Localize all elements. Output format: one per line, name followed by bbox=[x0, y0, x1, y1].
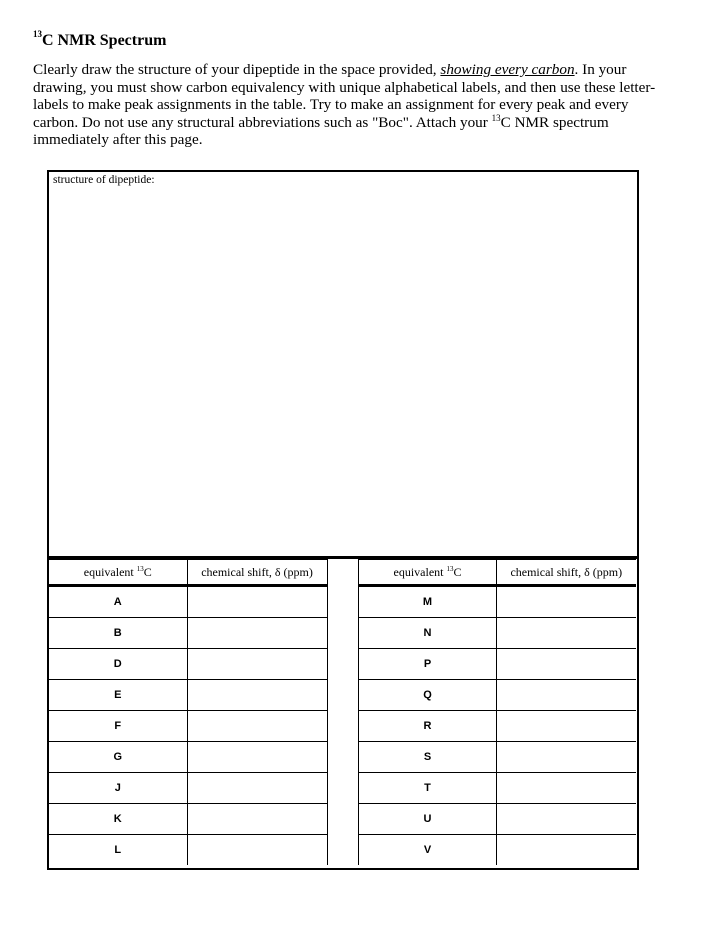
carbon-label-cell: V bbox=[359, 835, 497, 866]
table-row bbox=[359, 649, 636, 680]
chemical-shift-cell[interactable] bbox=[497, 835, 636, 866]
table-row bbox=[359, 586, 636, 618]
assignment-table-left bbox=[49, 559, 328, 865]
chemical-shift-cell[interactable] bbox=[187, 586, 327, 618]
header-equivalent-carbon: equivalent $^{13}$C bbox=[359, 560, 497, 586]
chemical-shift-cell[interactable] bbox=[497, 649, 636, 680]
table-row bbox=[49, 680, 327, 711]
header-chemical-shift: chemical shift, δ (ppm) bbox=[497, 560, 636, 586]
structure-drawing-area[interactable] bbox=[49, 172, 637, 555]
carbon-label-cell: M bbox=[359, 586, 497, 618]
table-row bbox=[49, 586, 327, 618]
structure-box-label: structure of dipeptide: bbox=[53, 174, 155, 186]
table-row bbox=[49, 804, 327, 835]
chemical-shift-cell[interactable] bbox=[187, 680, 327, 711]
assignment-table-right bbox=[358, 559, 636, 865]
instructions-part2: . In your drawing, you must show carbon equivalency with unique alphabetical labels, and then use these letter-labels to make peak assignments in the table. Try to make an assignment for every peak and every carbon. Do not use any structural abbreviations such as "Boc". Attach your bbox=[33, 61, 656, 131]
chemical-shift-cell[interactable] bbox=[187, 835, 327, 866]
carbon-label-cell: E bbox=[49, 680, 187, 711]
table-row bbox=[359, 773, 636, 804]
carbon-label-cell: G bbox=[49, 742, 187, 773]
carbon-label-cell: N bbox=[359, 618, 497, 649]
answer-box bbox=[47, 170, 639, 870]
chemical-shift-cell[interactable] bbox=[497, 773, 636, 804]
carbon-label-cell: B bbox=[49, 618, 187, 649]
chemical-shift-cell[interactable] bbox=[497, 586, 636, 618]
table-row bbox=[49, 711, 327, 742]
heading-title: C NMR Spectrum bbox=[42, 32, 167, 49]
table-row bbox=[49, 742, 327, 773]
table-header-row bbox=[49, 560, 327, 586]
table-row bbox=[359, 680, 636, 711]
chemical-shift-cell[interactable] bbox=[497, 742, 636, 773]
chemical-shift-cell[interactable] bbox=[187, 649, 327, 680]
chemical-shift-cell[interactable] bbox=[187, 618, 327, 649]
carbon-label-cell: K bbox=[49, 804, 187, 835]
table-row bbox=[359, 711, 636, 742]
chemical-shift-cell[interactable] bbox=[187, 804, 327, 835]
table-gap bbox=[330, 559, 358, 868]
carbon-label-cell: A bbox=[49, 586, 187, 618]
chemical-shift-cell[interactable] bbox=[187, 711, 327, 742]
table-row bbox=[49, 618, 327, 649]
header-equivalent-carbon: equivalent $^{13}$C bbox=[49, 560, 187, 586]
heading-superscript: 13 bbox=[33, 28, 42, 39]
carbon-label-cell: J bbox=[49, 773, 187, 804]
chemical-shift-cell[interactable] bbox=[187, 773, 327, 804]
table-row bbox=[359, 742, 636, 773]
table-row bbox=[49, 773, 327, 804]
instructions-paragraph bbox=[33, 61, 663, 149]
carbon-label-cell: U bbox=[359, 804, 497, 835]
table-row bbox=[359, 835, 636, 866]
table-row bbox=[359, 618, 636, 649]
chemical-shift-cell[interactable] bbox=[497, 680, 636, 711]
table-header-row bbox=[359, 560, 636, 586]
carbon-label-cell: F bbox=[49, 711, 187, 742]
table-row bbox=[359, 804, 636, 835]
table-row bbox=[49, 649, 327, 680]
chemical-shift-cell[interactable] bbox=[187, 742, 327, 773]
instructions-part1: Clearly draw the structure of your dipeptide in the space provided, bbox=[33, 61, 441, 78]
chemical-shift-cell[interactable] bbox=[497, 711, 636, 742]
carbon-label-cell: D bbox=[49, 649, 187, 680]
carbon-label-cell: R bbox=[359, 711, 497, 742]
table-row bbox=[49, 835, 327, 866]
instructions-emphasis: showing every carbon bbox=[440, 61, 575, 78]
instructions-superscript: 13 bbox=[491, 112, 501, 123]
carbon-label-cell: Q bbox=[359, 680, 497, 711]
header-chemical-shift: chemical shift, δ (ppm) bbox=[187, 560, 327, 586]
instructions-part3: C NMR spectrum immediately after this page. bbox=[33, 113, 609, 148]
section-heading bbox=[33, 28, 167, 50]
chemical-shift-cell[interactable] bbox=[497, 804, 636, 835]
carbon-label-cell: T bbox=[359, 773, 497, 804]
chemical-shift-cell[interactable] bbox=[497, 618, 636, 649]
carbon-label-cell: P bbox=[359, 649, 497, 680]
carbon-label-cell: L bbox=[49, 835, 187, 866]
carbon-label-cell: S bbox=[359, 742, 497, 773]
